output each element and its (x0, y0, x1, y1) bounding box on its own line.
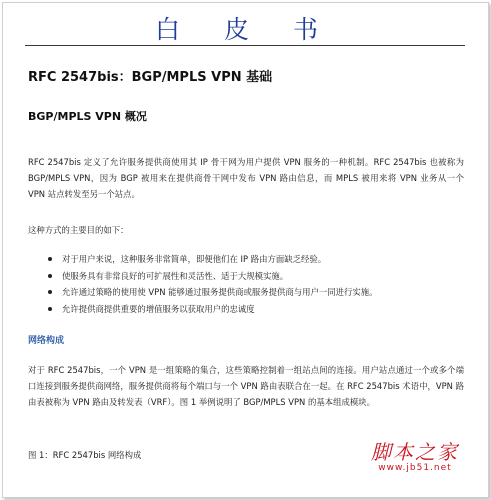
bullet-icon (48, 257, 52, 261)
list-item (48, 251, 458, 268)
list-item (48, 284, 458, 301)
list-item-text: 对于用户来说，这种服务非常简单，即便他们在 IP 路由方面缺乏经验。 (62, 254, 327, 264)
bullet-icon (48, 307, 52, 311)
list-item-text: 允许通过策略的使用使 VPN 能够通过服务提供商或服务提供商与用户一同进行实施。 (62, 287, 378, 297)
list-item (48, 301, 458, 318)
intro-paragraph: RFC 2547bis 定义了允许服务提供商使用其 IP 骨干网为用户提供 VPN 服务的一种机制。RFC 2547bis 也被称为 BGP/MPLS VPN，因为 BGP 被用来在提供商骨干网中发布 VPN 路由信息，而 MPLS 被用来将 VPN 业务从一个 VPN 站点转发至另一个站点。 (28, 157, 464, 199)
network-paragraph: 对于 RFC 2547bis，一个 VPN 是一组策略的集合，这些策略控制着一组站点间的连接。用户站点通过一个或多个端口连接到服务提供商网络，服务提供商将每个端口与一个 VPN 路由表联合在一起。在 RFC 2547bis 术语中，VPN 路由表被称为 VPN 路由及转发表（VRF）。图 1 举例说明了 BGP/MPLS VPN 的基本组成模块。 (28, 365, 464, 407)
lead-text: 这种方式的主要目的如下： (28, 225, 129, 235)
header-divider (25, 45, 465, 46)
goals-list (48, 251, 458, 317)
list-item (48, 268, 458, 285)
watermark-url: www.jb51.net (378, 463, 452, 473)
section-heading: BGP/MPLS VPN 概况 (28, 110, 147, 123)
bullet-icon (48, 290, 52, 294)
watermark-text: 脚本之家 (371, 440, 459, 464)
page-header-title: 白 皮 书 (155, 15, 336, 44)
site-watermark (371, 436, 459, 473)
list-item-text: 使服务具有非常良好的可扩展性和灵活性、适于大规模实施。 (62, 270, 289, 281)
figure-caption: 图 1：RFC 2547bis 网络构成 (28, 450, 142, 460)
bullet-icon (48, 274, 52, 278)
sub-heading-network: 网络构成 (28, 336, 65, 346)
document-title: RFC 2547bis：BGP/MPLS VPN 基础 (28, 70, 273, 85)
list-item-text: 允许提供商提供重要的增值服务以获取用户的忠诚度 (62, 303, 255, 314)
